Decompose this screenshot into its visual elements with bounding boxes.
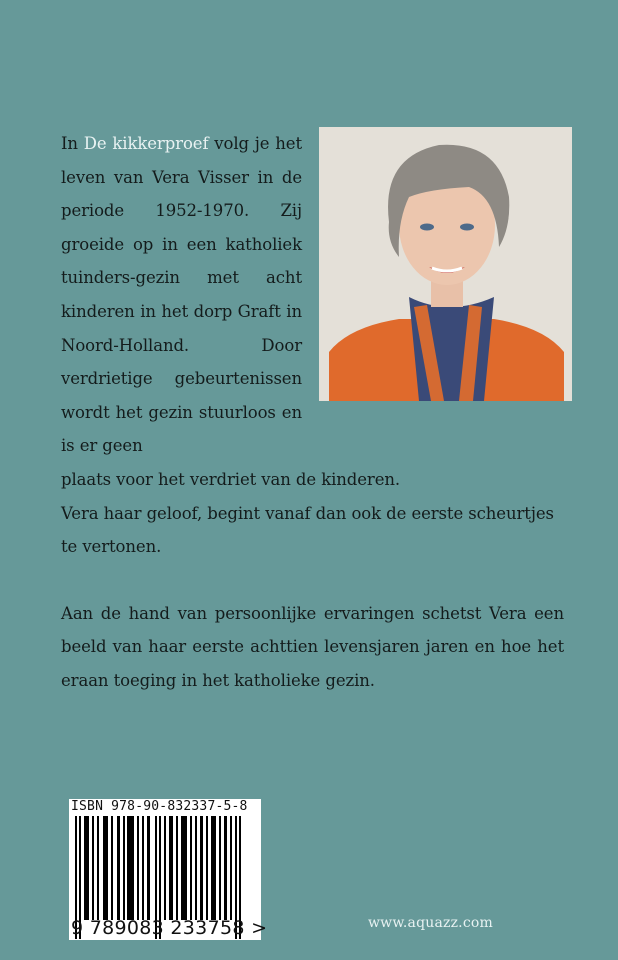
book-title: De kikkerproef (83, 134, 209, 153)
author-portrait-placeholder (319, 127, 572, 401)
isbn-barcode (69, 799, 268, 940)
blurb-paragraph-2-last-line: eraan toeging in het katholieke gezin. (61, 670, 375, 690)
blurb-paragraph-2-text: Aan de hand van persoonlijke ervaringen schetst Vera een beeld van haar eerste achttien levensjaren jaren en hoe het (61, 603, 564, 657)
intro-prefix: In (61, 134, 84, 153)
barcode-digits: 9 789083 233758 > (71, 917, 268, 939)
blurb-line: Vera haar geloof, begint vanaf dan ook de eerste scheurtjes te vertonen. (61, 503, 554, 557)
blurb-paragraph-2 (61, 597, 564, 698)
publisher-website: www.aquazz.com (368, 915, 493, 931)
blurb-line: plaats voor het verdriet van de kinderen. (61, 469, 401, 489)
intro-text: volg je het leven van Vera Visser in de periode 1952-1970. Zij groeide op in een katholiek tuinders-gezin met acht kinderen in het dorp Graft in Noord-Holland. Door verdrietige gebeurtenissen wordt het gezin stuurloos en is er geen (61, 134, 302, 456)
author-photo (319, 127, 572, 401)
isbn-label: ISBN 978-90-832337-5-8 (71, 799, 248, 814)
